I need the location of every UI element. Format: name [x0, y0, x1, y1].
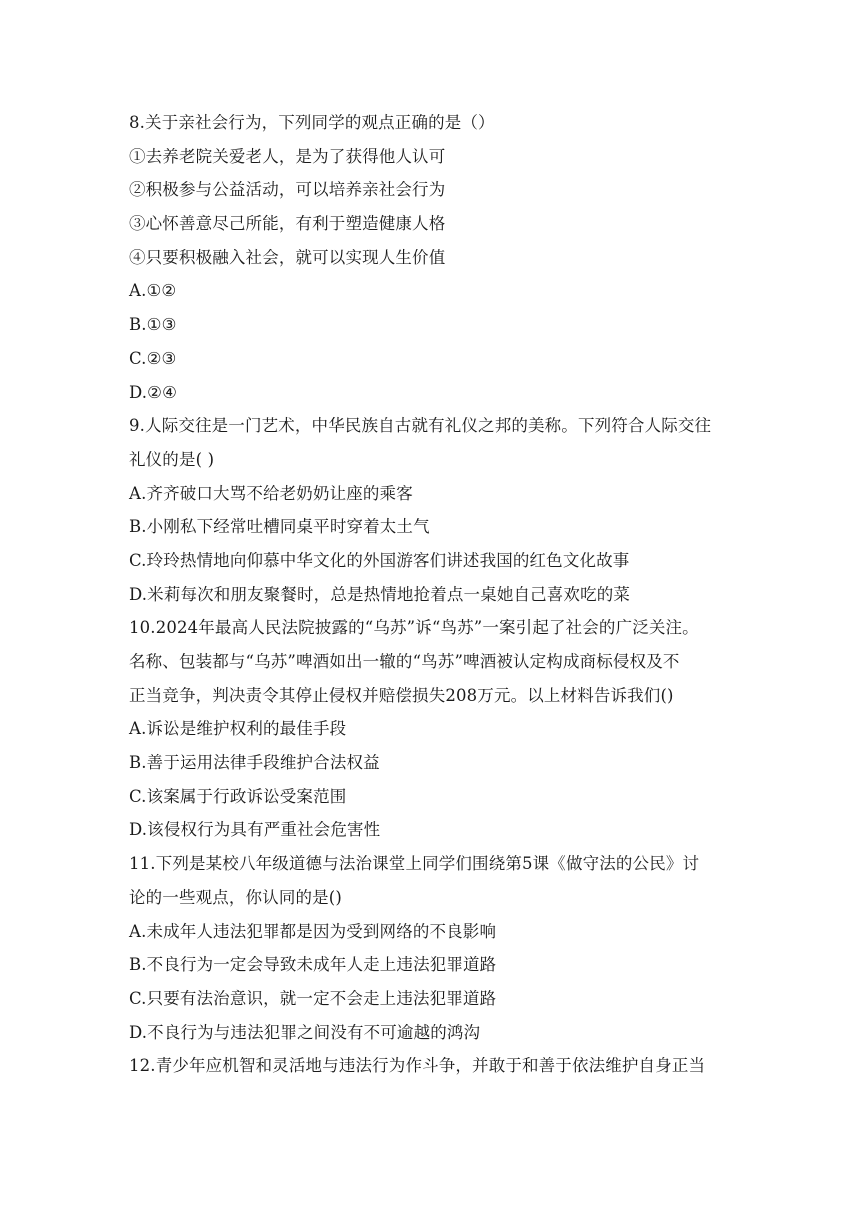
q8-statement-1: ①去养老院关爱老人，是为了获得他人认可: [129, 146, 446, 166]
q12-stem-line-1: 12.青少年应机智和灵活地与违法行为作斗争，并敢于和善于依法维护自身正当: [129, 1056, 706, 1076]
q9-stem-line-2: 礼仪的是( ): [129, 449, 215, 469]
q8-option-c: C.②③: [129, 348, 177, 368]
q9-option-c: C.玲玲热情地向仰慕中华文化的外国游客们讲述我国的红色文化故事: [129, 550, 630, 570]
q9-option-b: B.小刚私下经常吐槽同桌平时穿着太土气: [129, 517, 430, 537]
q8-option-b: B.①③: [129, 315, 177, 335]
q11-stem-line-2: 论的一些观点，你认同的是(): [129, 887, 342, 907]
q11-option-a: A.未成年人违法犯罪都是因为受到网络的不良影响: [129, 921, 497, 941]
q10-stem-line-2: 名称、包装都与“乌苏”啤酒如出一辙的“鸟苏”啤酒被认定构成商标侵权及不: [129, 652, 680, 671]
q11-option-d: D.不良行为与违法犯罪之间没有不可逾越的鸿沟: [129, 1022, 481, 1042]
q8-option-a: A.①②: [129, 281, 177, 301]
question-list: [129, 106, 733, 1083]
q10-option-a: A.诉讼是维护权利的最佳手段: [129, 719, 347, 739]
q10-option-c: C.该案属于行政诉讼受案范围: [129, 786, 347, 806]
q10-option-d: D.该侵权行为具有严重社会危害性: [129, 820, 381, 840]
q9-option-d: D.米莉每次和朋友聚餐时，总是热情地抢着点一桌她自己喜欢吃的菜: [129, 584, 631, 604]
q8-option-d: D.②④: [129, 382, 178, 402]
q11-stem-line-1: 11.下列是某校八年级道德与法治课堂上同学们围绕第5课《做守法的公民》讨: [129, 854, 700, 874]
q8-statement-3: ③心怀善意尽己所能，有利于塑造健康人格: [129, 214, 446, 234]
q8-statement-4: ④只要积极融入社会，就可以实现人生价值: [129, 247, 446, 267]
q11-option-b: B.不良行为一定会导致未成年人走上违法犯罪道路: [129, 955, 497, 975]
q8-statement-2: ②积极参与公益活动，可以培养亲社会行为: [129, 180, 446, 200]
q9-option-a: A.齐齐破口大骂不给老奶奶让座的乘客: [129, 483, 413, 503]
q10-stem-line-1: 10.2024年最高人民法院披露的“乌苏”诉“鸟苏”一案引起了社会的广泛关注。: [129, 618, 699, 638]
q10-stem-line-3: 正当竞争，判决责令其停止侵权并赔偿损失208万元。以上材料告诉我们(): [129, 685, 674, 705]
q9-stem-line-1: 9.人际交往是一门艺术，中华民族自古就有礼仪之邦的美称。下列符合人际交往: [129, 416, 712, 436]
q8-stem: 8.关于亲社会行为，下列同学的观点正确的是（）: [129, 113, 495, 132]
q10-option-b: B.善于运用法律手段维护合法权益: [129, 753, 380, 773]
q11-option-c: C.只要有法治意识，就一定不会走上违法犯罪道路: [129, 988, 497, 1008]
